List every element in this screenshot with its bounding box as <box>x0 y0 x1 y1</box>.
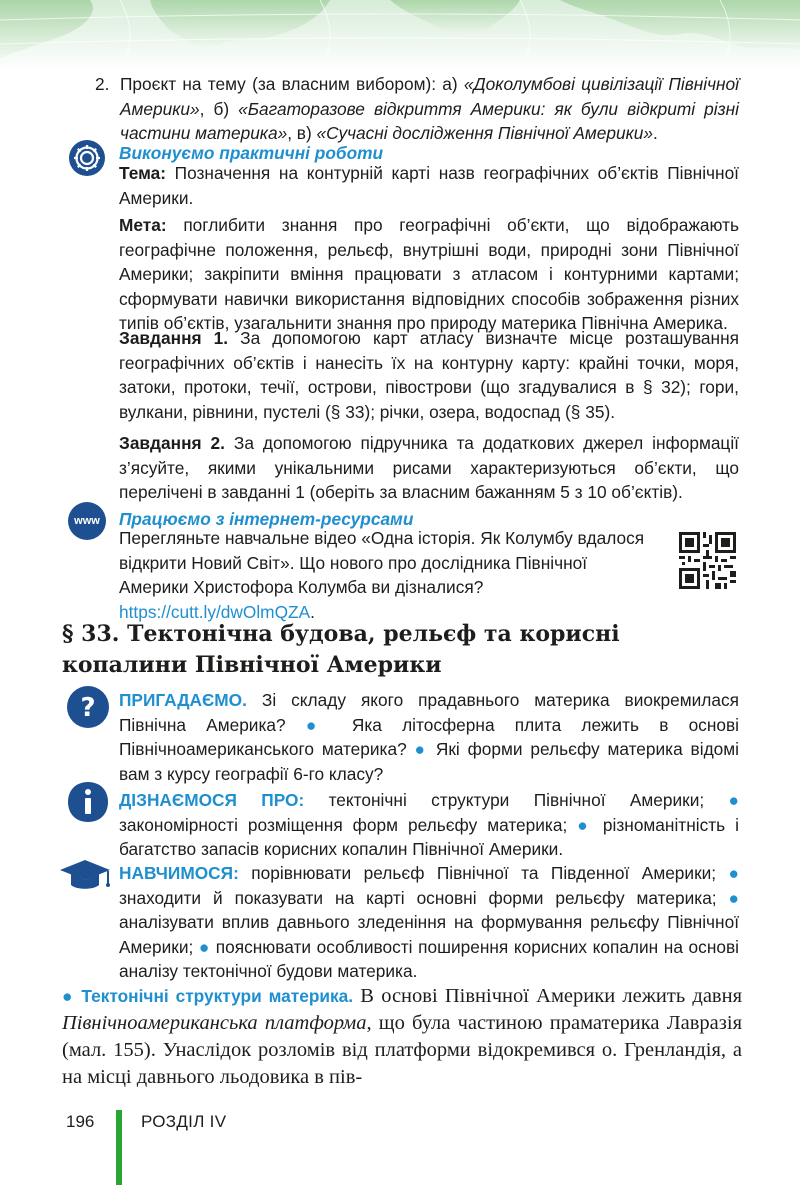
bullet-icon: ● <box>414 739 429 759</box>
project-topic-a: «Доколумбові цивілізації Північної Америки» <box>120 74 739 119</box>
learn-about-i3: різноманітність і багатство запасів корисних копалин Північної Америки. <box>119 814 739 859</box>
world-map-decoration <box>0 0 800 72</box>
qr-code[interactable] <box>679 532 736 589</box>
practical-task2 <box>119 431 739 505</box>
www-icon-text: www <box>74 515 100 527</box>
recall-q3: Які форми рельєфу материка відомі вам з курсу географії 6-го класу? <box>119 739 739 784</box>
section-label: РОЗДІЛ IV <box>141 1112 227 1131</box>
project-topic-b: «Багаторазове відкриття Америки: як були відкриті різні частини материка» <box>120 98 740 143</box>
project-topic-c: «Сучасні дослідження Північної Америки» <box>316 123 653 143</box>
bullet-icon: ● <box>728 790 739 810</box>
bullet-icon: ● <box>305 714 332 735</box>
map-banner <box>0 0 800 72</box>
will-learn-i1: порівнювати рельєф Північної та Південної Америки; <box>238 863 729 883</box>
bullet-icon: ● <box>728 887 739 908</box>
internet-heading: Працюємо з інтернет-ресурсами <box>119 509 414 529</box>
graduation-cap-icon <box>58 858 112 894</box>
internet-end: . <box>310 601 315 622</box>
body-italic: Північноамериканська платформа <box>62 1012 367 1034</box>
project-end: . <box>652 123 658 143</box>
www-icon <box>68 502 106 540</box>
theme-text: Позначення на контурній карті назв географічних об’єктів Північної Америки. <box>119 163 739 208</box>
bullet-icon: ● <box>728 863 739 883</box>
svg-text:?: ? <box>80 693 96 723</box>
practical-theme <box>119 161 739 210</box>
internet-text <box>119 526 659 624</box>
recall-q1: Зі складу якого прадавнього материка виокремилася Північна Америка? <box>119 690 739 735</box>
project-sep-b: , б) <box>199 98 239 119</box>
theme-label: Тема: <box>119 163 166 183</box>
body-text1: В основі Північної Америки лежить давня <box>353 985 742 1007</box>
will-learn-i3: аналізувати вплив давнього зледеніння на формування рельєфу Північної Америки; <box>119 912 739 957</box>
task1-text: За допомогою карт атласу визначте місце розташування географічних об’єктів і нанесіть їх на контурну карту: крайні точки, моря, затоки, протоки, течії, острови, півострови (що згадувалися в § 32); гори, вулкани, рівнини, пустелі (§ 33); річки, озера, водоспад (§ 35). <box>119 328 739 422</box>
bullet-icon: ● <box>577 814 593 835</box>
body-paragraph <box>62 983 742 1091</box>
practical-heading: Виконуємо практичні роботи <box>119 143 384 163</box>
learn-about-label: ДІЗНАЄМОСЯ ПРО: <box>119 790 305 810</box>
goal-label: Мета: <box>119 215 167 235</box>
will-learn-i4: пояснювати особливості поширення корисних копалин на основі аналізу тектонічної будови материка. <box>119 936 739 981</box>
practical-task1 <box>119 326 739 424</box>
learn-about-block <box>119 788 739 862</box>
project-sep-c: , в) <box>287 123 317 143</box>
body-subhead: ● Тектонічні структури материка. <box>62 986 354 1006</box>
goal-text: поглибити знання про географічні об’єкти, що відображають географічне положення, рельєф, внутрішні води, природні зони Північної Америки; закріпити вміння працювати з атласом і контурними картами; сформувати навички використання відповідних способів зображення різних типів об’єктів, узагальнити знання про природу материка Північна Америка. <box>119 215 739 333</box>
footer-divider <box>116 1110 122 1185</box>
gear-icon <box>68 139 106 177</box>
section-title: § 33. Тектонічна будова, рельєф та корисні копалини Північної Америки <box>62 621 620 678</box>
will-learn-i2: знаходити й показувати на карті основні форми рельєфу материка; <box>119 887 729 908</box>
info-icon <box>66 780 110 824</box>
practical-goal <box>119 213 739 336</box>
recall-block <box>119 688 739 786</box>
task2-text: За допомогою підручника та додаткових джерел інформації з’ясуйте, якими унікальними рисами характеризуються об’єкти, що перелічені в завданні 1 (оберіть за власним бажанням 5 з 10 об’єктів). <box>119 433 739 502</box>
page-number: 196 <box>66 1112 95 1131</box>
learn-about-i2: закономірності розміщення форм рельєфу материка; <box>119 814 578 835</box>
task2-label: Завдання 2. <box>119 433 225 453</box>
will-learn-block <box>119 861 739 984</box>
internet-body: Перегляньте навчальне відео «Одна історія. Як Колумбу вдалося відкрити Новий Світ». Що нового про дослідника Північної Америки Христофора Колумба ви дізналися? <box>119 528 645 597</box>
bullet-icon: ● <box>198 936 211 957</box>
learn-about-i1: тектонічні структури Північної Америки; <box>304 790 729 810</box>
video-link[interactable]: https://cutt.ly/dwOlmQZA <box>119 601 311 622</box>
project-number: 2. <box>95 74 110 94</box>
recall-q2: Яка літосферна плита лежить в основі Північноамериканського материка? <box>119 714 739 759</box>
project-prefix: Проєкт на тему (за власним вибором): а) <box>120 74 464 94</box>
task1-label: Завдання 1. <box>119 328 229 348</box>
recall-label: ПРИГАДАЄМО. <box>119 690 247 710</box>
will-learn-label: НАВЧИМОСЯ: <box>119 863 239 883</box>
body-text2: , що була частиною праматерика Лавразія (мал. 155). Унаслідок розломів від платформи відокремився о. Гренландія, а на місці давнього льодовика в пів- <box>62 1012 742 1088</box>
project-item <box>95 72 739 146</box>
question-icon <box>66 685 110 729</box>
